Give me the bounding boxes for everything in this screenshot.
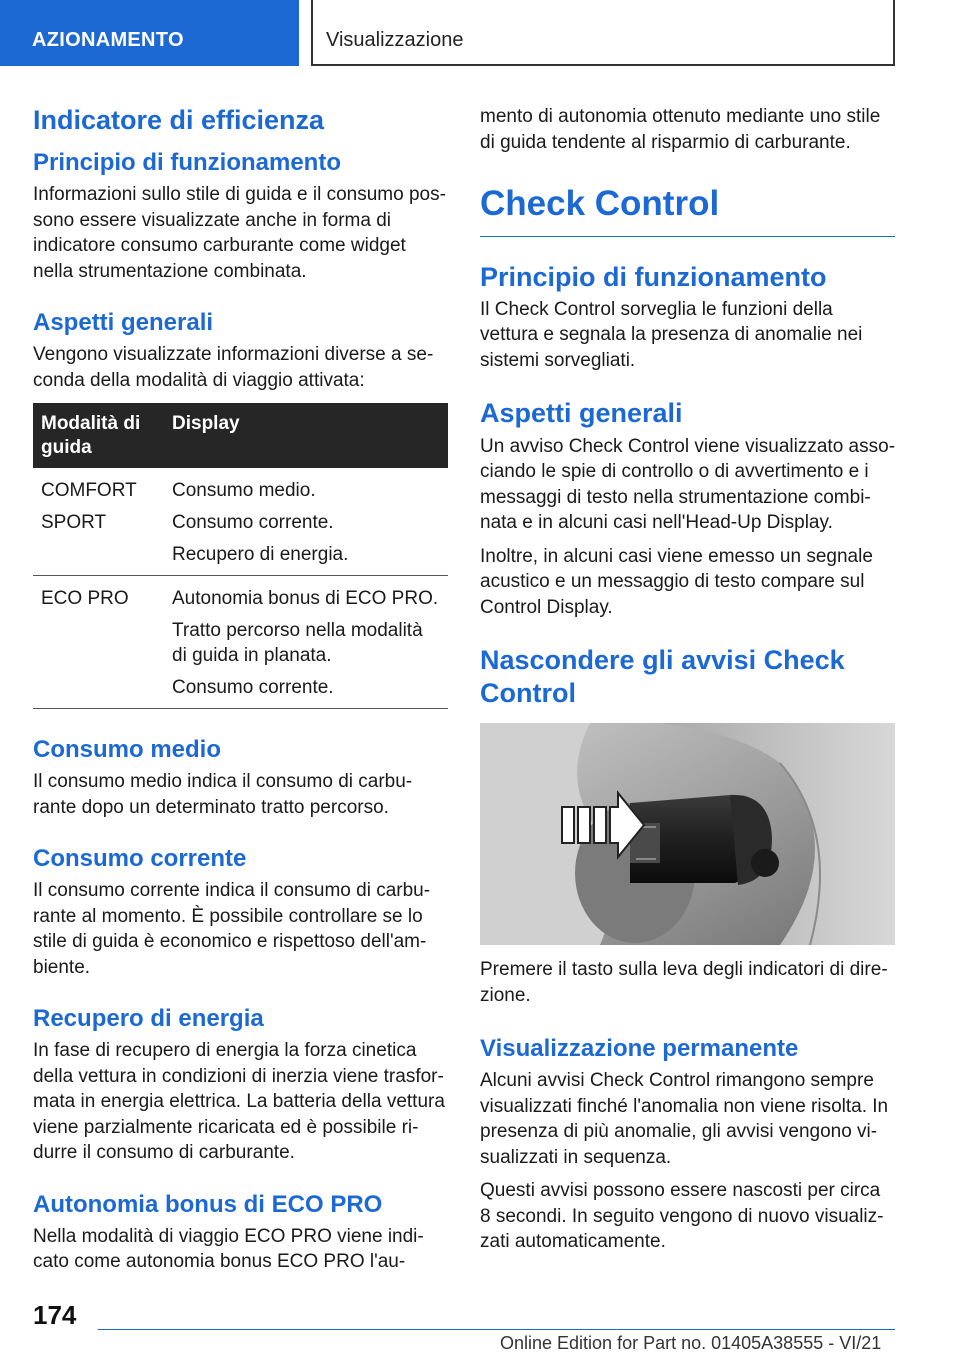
heading-energy-recovery: Recupero di energia [33, 1005, 264, 1033]
edition-note: Online Edition for Part no. 01405A38555 - VI/21 [500, 1333, 882, 1353]
display-item: Tratto percorso nella modalità di guida in planata. [172, 620, 423, 667]
heading-general: Aspetti generali [33, 309, 214, 337]
text-energy-recovery: In fase di recupero di energia la forza cinetica della vettura in condizioni di inerzia viene trasformata in energia elettrica. La batteria della vettura viene parzialmente ricaricata ed è possibile ridurre il consumo di carburante. [33, 1040, 445, 1164]
text-permanent-1: Alcuni avvisi Check Control rimangono sempre visualizzati finché l'anomalia non viene risolta. In presenza di più anomalie, gli avvisi vengono visualizzati in sequenza. [480, 1070, 889, 1168]
section-label: Visualizzazione [326, 29, 464, 51]
text-eco-pro-bonus: Nella modalità di viaggio ECO PRO viene indicato come autonomia bonus ECO PRO l'au- [33, 1225, 424, 1273]
table-row [33, 576, 448, 709]
text-cc-general-1: Un avviso Check Control viene visualizzato associando le spie di controllo o di avvertimento e i messaggi di testo nella strumentazione combinata e in alcuni casi nell'Head-Up Display. [480, 435, 896, 534]
text-principle: Informazioni sullo stile di guida e il consumo possono essere visualizzate anche in forma di indicatore consumo carburante come widget nella strumentazione combinata. [33, 184, 446, 282]
section-header [311, 0, 895, 66]
text-current-consumption: Il consumo corrente indica il consumo di carburante al momento. È possibile controllare se lo stile di guida è economico e rispettoso dell'ambiente. [33, 880, 431, 978]
heading-permanent-display: Visualizzazione permanente [480, 1035, 799, 1063]
heading-cc-general: Aspetti generali [480, 398, 683, 429]
turn-signal-lever-illustration [480, 723, 895, 945]
chapter-label: AZIONAMENTO [32, 29, 184, 51]
mode-name: ECO PRO [41, 588, 129, 610]
table-cell-display [164, 576, 448, 709]
heading-check-control: Check Control [480, 185, 895, 237]
footer-divider [98, 1329, 895, 1330]
page-number: 174 [33, 1300, 77, 1330]
display-item: Recupero di energia. [172, 544, 349, 566]
heading-efficiency: Indicatore di efficienza [33, 105, 325, 135]
text-avg-consumption: Il consumo medio indica il consumo di carburante dopo un determinato tratto percorso. [33, 771, 413, 818]
table-row [33, 468, 448, 576]
table-cell-mode [33, 468, 164, 576]
right-column [480, 100, 895, 1255]
heading-avg-consumption: Consumo medio [33, 736, 222, 764]
heading-hide-alerts: Nascondere gli avvisi Check Control [480, 645, 845, 708]
mode-name: COMFORT [41, 480, 137, 502]
table-header-display: Display [164, 403, 448, 468]
text-hide-alerts: Premere il tasto sulla leva degli indicatori di direzione. [480, 959, 888, 1006]
display-item: Autonomia bonus di ECO PRO. [172, 588, 439, 610]
heading-current-consumption: Consumo corrente [33, 845, 247, 873]
table-cell-mode [33, 576, 164, 709]
table-header-mode: Modalità di guida [33, 403, 164, 468]
heading-eco-pro-bonus: Autonomia bonus di ECO PRO [33, 1190, 383, 1218]
heading-principle: Principio di funzionamento [33, 149, 341, 177]
modes-table [33, 403, 448, 709]
display-item: Consumo corrente. [172, 512, 334, 534]
display-item: Consumo corrente. [172, 677, 334, 699]
text-continuation: mento di autonomia ottenuto mediante uno stile di guida tendente al risparmio di carburante. [480, 106, 881, 153]
heading-cc-principle: Principio di funzionamento [480, 261, 827, 292]
left-column [33, 100, 448, 1275]
table-cell-display [164, 468, 448, 576]
display-item: Consumo medio. [172, 480, 316, 502]
mode-name: SPORT [41, 512, 107, 534]
table-header-row [33, 403, 448, 468]
chapter-tab [0, 0, 299, 66]
text-permanent-2: Questi avvisi possono essere nascosti per circa 8 secondi. In seguito vengono di nuovo visualizzati automaticamente. [480, 1180, 884, 1253]
text-cc-general-2: Inoltre, in alcuni casi viene emesso un segnale acustico e un messaggio di testo compare sul Control Display. [480, 545, 873, 618]
text-cc-principle: Il Check Control sorveglia le funzioni della vettura e segnala la presenza di anomalie nei sistemi sorvegliati. [480, 298, 863, 371]
text-general: Vengono visualizzate informazioni diverse a seconda della modalità di viaggio attivata: [33, 344, 434, 391]
